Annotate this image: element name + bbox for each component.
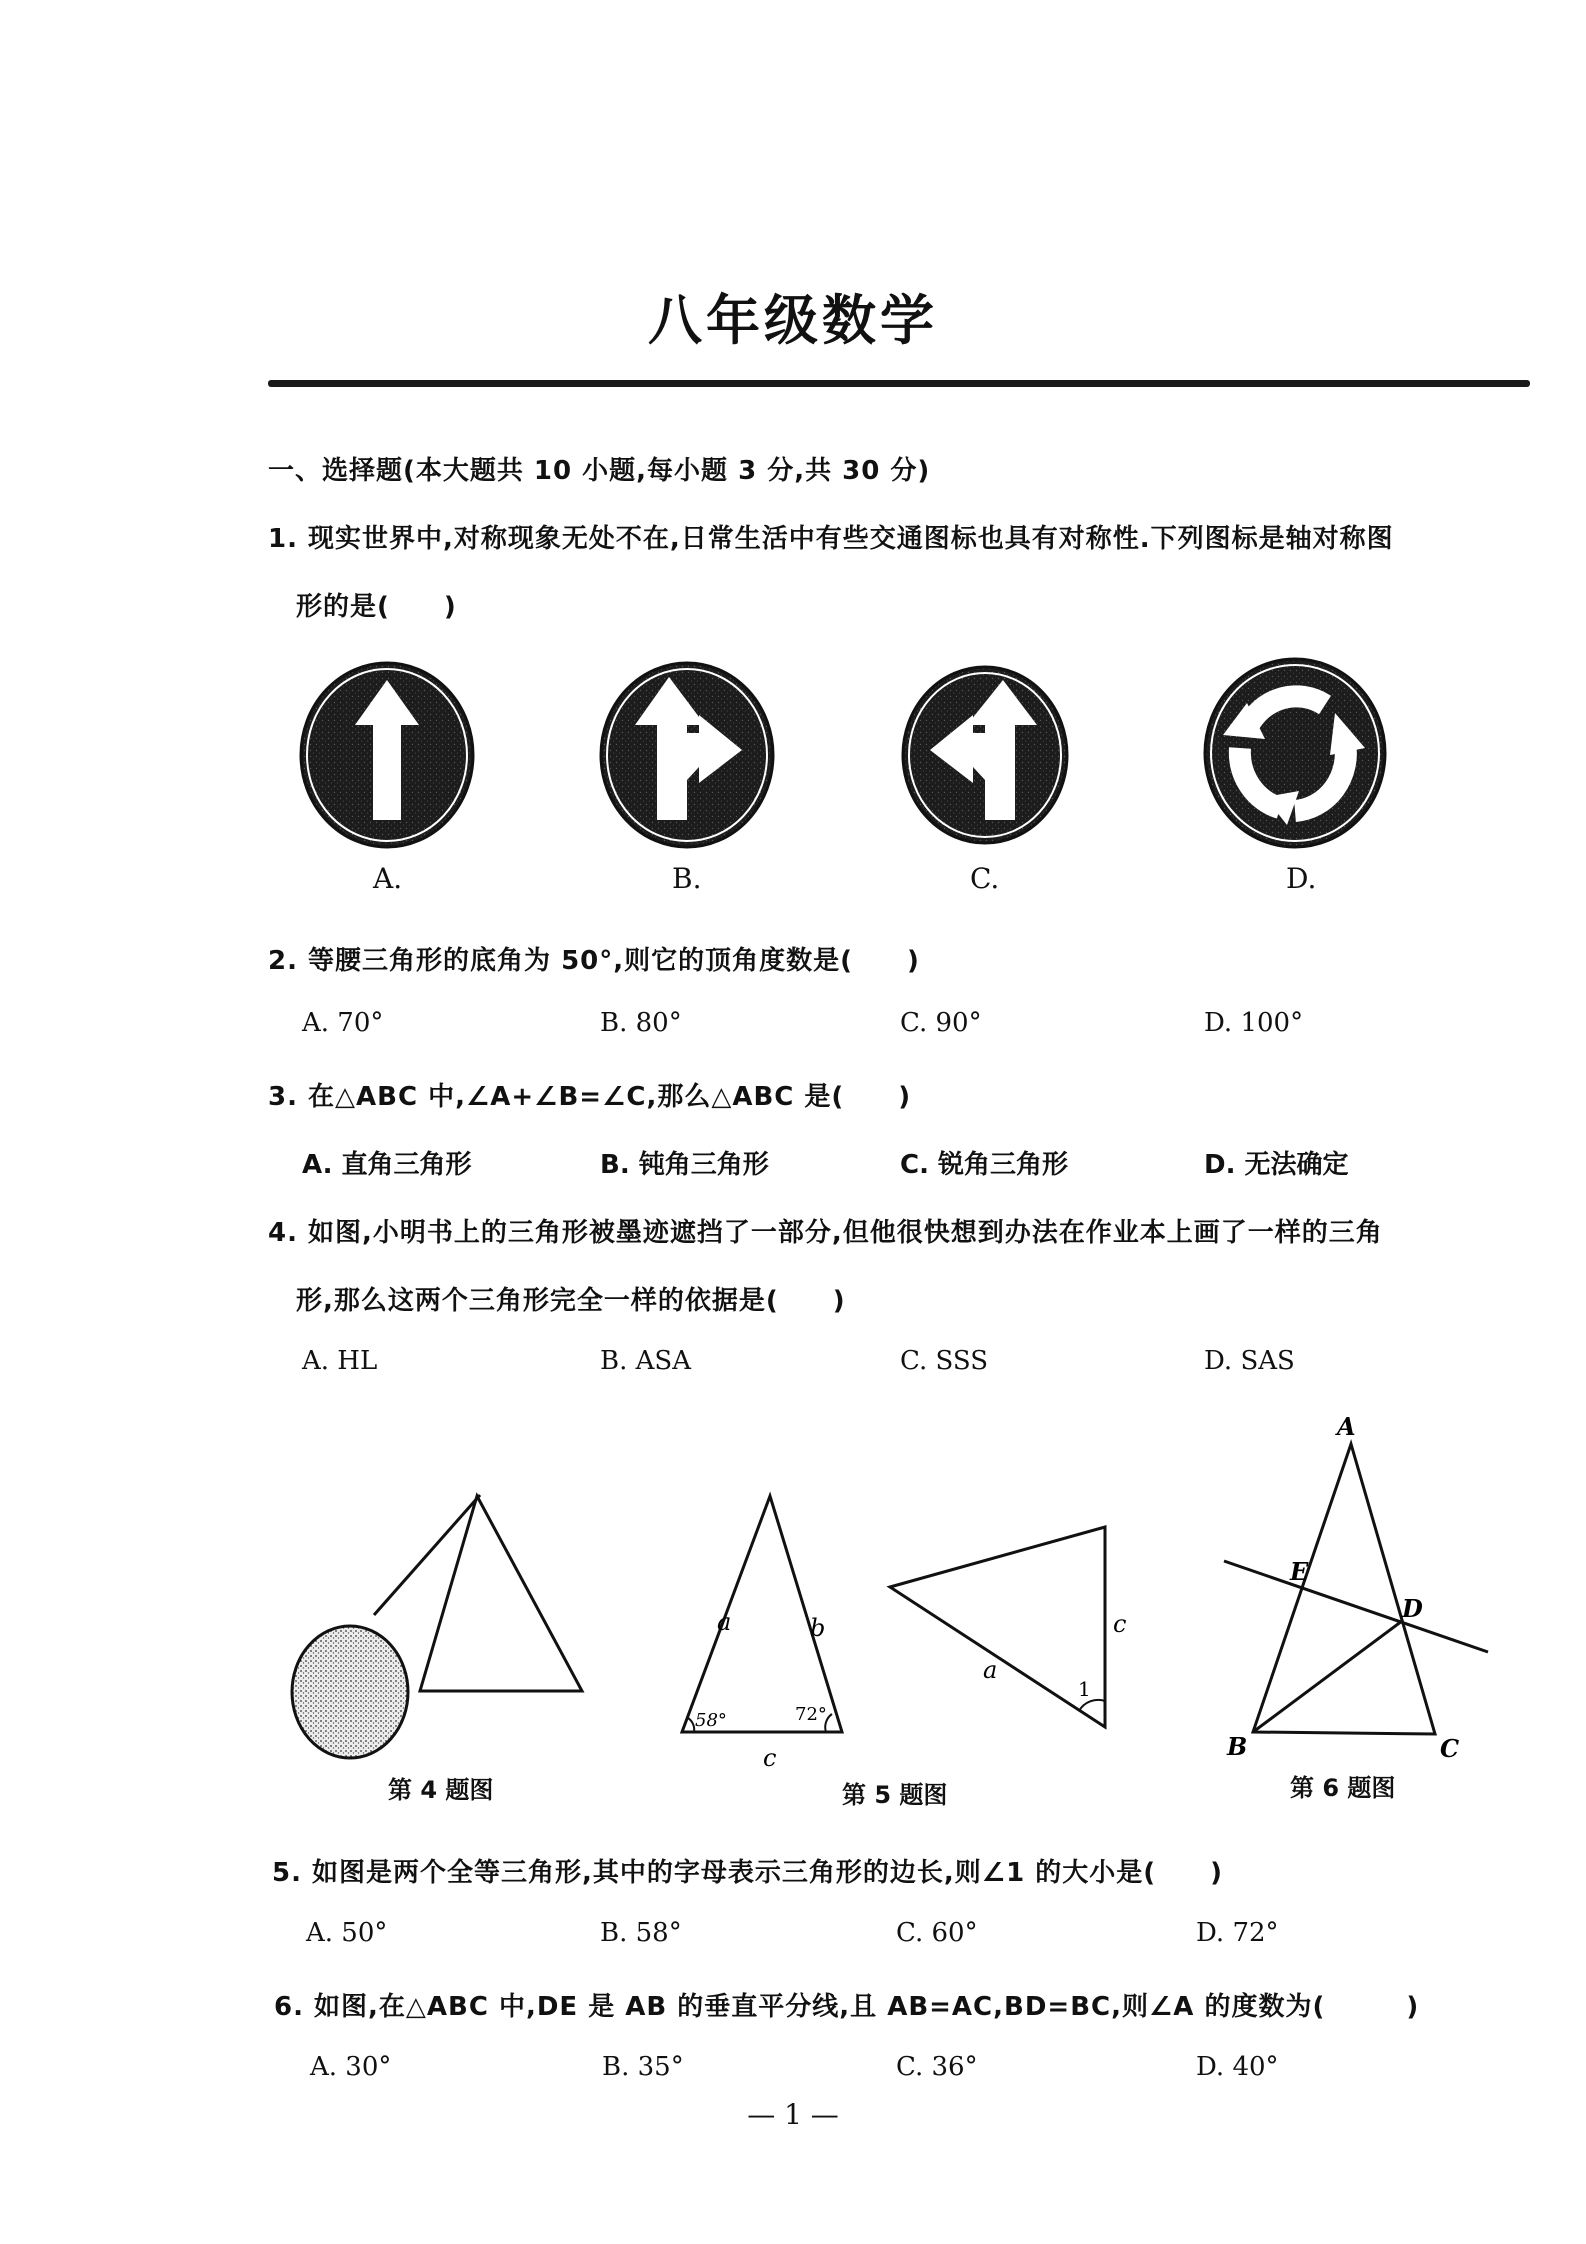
question-4-option-d[interactable]: D. SAS (1204, 1346, 1295, 1376)
question-1-signs (295, 655, 1425, 860)
point-d: D (1402, 1594, 1423, 1623)
question-4-text-cont: 形,那么这两个三角形完全一样的依据是( ) (296, 1286, 846, 1316)
question-3-option-b[interactable]: B. 钝角三角形 (600, 1150, 769, 1180)
label-angle-1: 1 (1078, 1677, 1091, 1701)
figure-4-caption: 第 4 题图 (388, 1776, 494, 1804)
label-c-left: c (763, 1744, 777, 1772)
question-4-option-a[interactable]: A. HL (302, 1346, 378, 1376)
figure-6-caption: 第 6 题图 (1290, 1774, 1396, 1802)
title-divider (268, 380, 1530, 387)
question-6-option-c[interactable]: C. 36° (896, 2052, 978, 2082)
question-1-option-d[interactable]: D. (1286, 862, 1317, 895)
question-5-option-d[interactable]: D. 72° (1196, 1918, 1279, 1948)
question-1-text: 1. 现实世界中,对称现象无处不在,日常生活中有些交通图标也具有对称性.下列图标是轴对称图 (268, 524, 1394, 554)
question-6-option-d[interactable]: D. 40° (1196, 2052, 1279, 2082)
question-3-option-d[interactable]: D. 无法确定 (1204, 1150, 1349, 1180)
question-4-option-b[interactable]: B. ASA (600, 1346, 691, 1376)
figure-4-triangle (420, 1496, 582, 1691)
question-4-option-c[interactable]: C. SSS (900, 1346, 989, 1376)
label-angle-58: 58° (695, 1710, 727, 1731)
question-3-option-c[interactable]: C. 锐角三角形 (900, 1150, 1069, 1180)
figures-row (290, 1400, 1540, 1800)
ink-blot (292, 1626, 408, 1758)
question-1-option-c[interactable]: C. (970, 862, 1000, 895)
question-6-option-a[interactable]: A. 30° (310, 2052, 392, 2082)
question-2-option-c[interactable]: C. 90° (900, 1008, 982, 1038)
question-2-option-a[interactable]: A. 70° (302, 1008, 384, 1038)
question-4-text: 4. 如图,小明书上的三角形被墨迹遮挡了一部分,但他很快想到办法在作业本上画了一样的三角 (268, 1218, 1383, 1248)
figure-5-caption: 第 5 题图 (842, 1781, 948, 1809)
straight-or-right-sign-icon[interactable] (601, 663, 773, 847)
figure-5-triangle-left (682, 1496, 842, 1772)
question-5-option-b[interactable]: B. 58° (600, 1918, 682, 1948)
point-a: A (1337, 1412, 1356, 1441)
label-c-right: c (1113, 1610, 1127, 1638)
label-angle-72: 72° (795, 1704, 827, 1725)
question-2-text: 2. 等腰三角形的底角为 50°,则它的顶角度数是( ) (268, 946, 920, 976)
question-2-option-d[interactable]: D. 100° (1204, 1008, 1304, 1038)
question-2-option-b[interactable]: B. 80° (600, 1008, 682, 1038)
label-a-left: a (717, 1608, 732, 1636)
section-heading: 一、选择题(本大题共 10 小题,每小题 3 分,共 30 分) (268, 456, 931, 486)
roundabout-sign-icon[interactable] (1205, 659, 1385, 847)
question-3-text: 3. 在△ABC 中,∠A+∠B=∠C,那么△ABC 是( ) (268, 1082, 912, 1112)
straight-arrow-sign-icon[interactable] (301, 663, 473, 847)
label-b-left: b (810, 1614, 826, 1642)
question-3-option-a[interactable]: A. 直角三角形 (302, 1150, 472, 1180)
figure-5-triangle-right (890, 1527, 1126, 1727)
question-1-option-b[interactable]: B. (672, 862, 702, 895)
label-a-right: a (983, 1656, 998, 1684)
question-6-option-b[interactable]: B. 35° (602, 2052, 684, 2082)
question-5-option-a[interactable]: A. 50° (306, 1918, 388, 1948)
point-b: B (1227, 1732, 1248, 1761)
question-1-text-cont: 形的是( ) (296, 592, 457, 622)
question-1-option-a[interactable]: A. (373, 862, 403, 895)
figure-4-diagram (292, 1495, 582, 1758)
figure-6-diagram (1224, 1412, 1488, 1763)
straight-or-left-sign-icon[interactable] (903, 667, 1067, 843)
page-title: 八年级数学 (648, 289, 938, 352)
point-c: C (1440, 1734, 1460, 1763)
point-e: E (1290, 1557, 1309, 1586)
question-5-text: 5. 如图是两个全等三角形,其中的字母表示三角形的边长,则∠1 的大小是( ) (272, 1858, 1223, 1888)
question-5-option-c[interactable]: C. 60° (896, 1918, 978, 1948)
question-6-text: 6. 如图,在△ABC 中,DE 是 AB 的垂直平分线,且 AB=AC,BD=BC,则∠A 的度数为( ) (274, 1992, 1420, 2022)
page-number: — 1 — (747, 2098, 839, 2131)
